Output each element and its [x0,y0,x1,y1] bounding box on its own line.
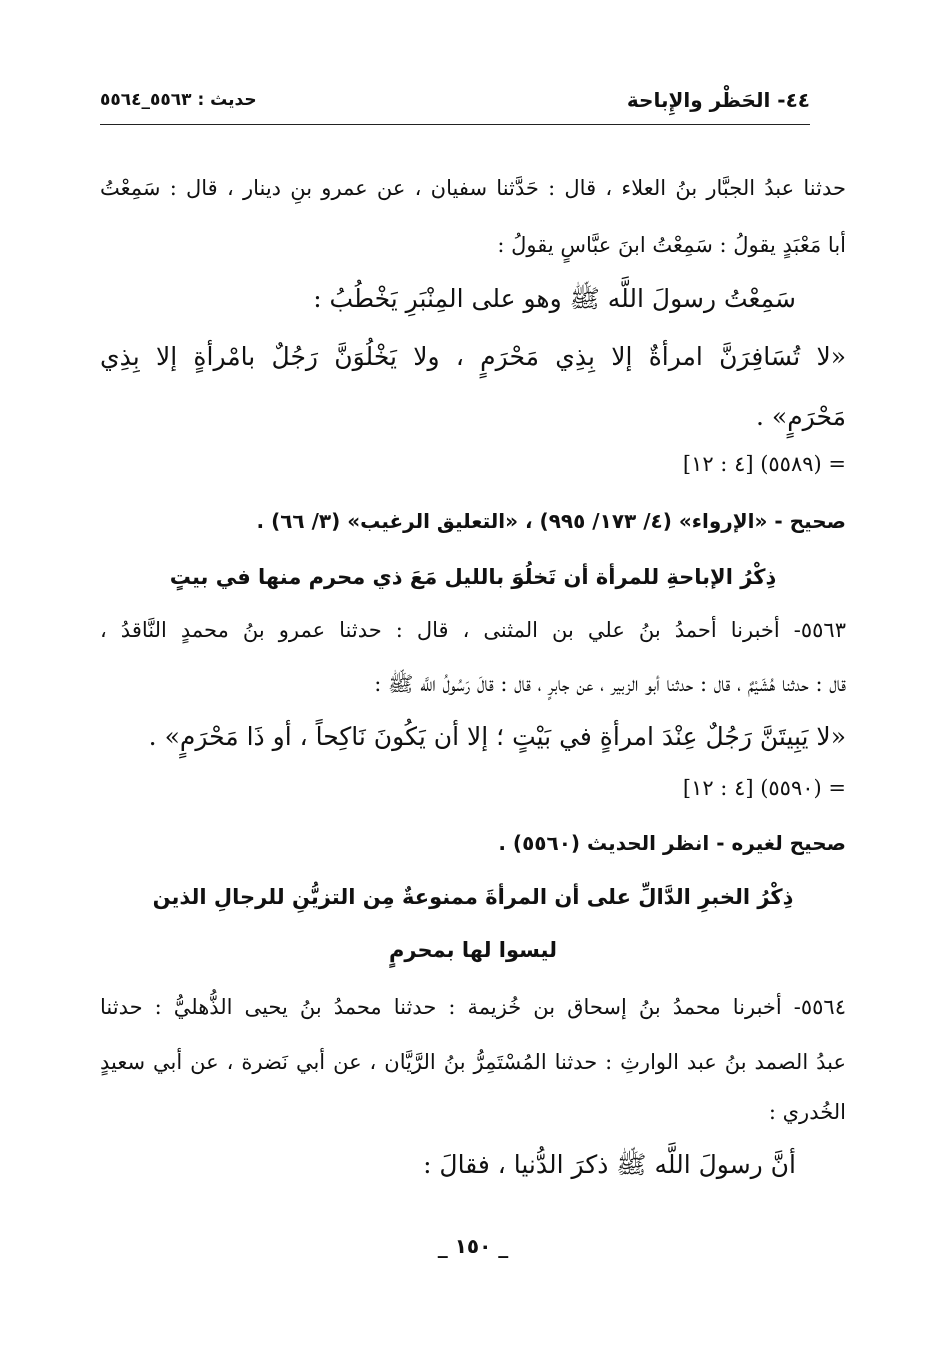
text-line: سَمِعْتُ رسولَ اللَّه ﷺ وهو على المِنْبَرِ يَخْطُبُ : [313,284,796,313]
text-line: أبا مَعْبَدٍ يقولُ : سَمِعْتُ ابنَ عبَّاسٍ يقولُ : [497,233,846,257]
hadith-text-line: مَحْرَمٍ» . [756,402,846,431]
text-line: ٥٥٦٣- أخبرنا أحمدُ بنُ علي بن المثنى ، قال : حدثنا عمرو بنُ محمدٍ النَّاقدُ ، [100,618,846,642]
chapter-heading: ذِكْرُ الخبرِ الدَّالِّ على أن المرأةَ ممنوعةٌ مِن التزيُّنِ للرجالِ الذين [152,885,794,909]
text-line: قال : حدثنا هُشَيْمٌ ، قال : حدثنا أبو الزبير ، عن جابرٍ ، قال : قالَ رَسُولُ اللَّه ﷺ : [374,672,846,696]
hadith-text-line: أنَّ رسولَ اللَّه ﷺ ذكرَ الدُّنيا ، فقالَ : [423,1150,796,1179]
hadith-range: حديث : ٥٥٦٣_٥٥٦٤ [100,90,257,110]
grading-line: صحيح - «الإرواء» (٤/ ١٧٣/ ٩٩٥) ، «التعليق الرغيب» (٣/ ٦٦) . [256,509,846,533]
cross-reference: = (٥٥٨٩) [٤ : ١٢] [682,452,846,476]
cross-reference: = (٥٥٩٠) [٤ : ١٢] [682,776,846,800]
hadith-text-line: «لا تُسَافِرَنَّ امرأةٌ إلا بِذِي مَحْرَمٍ ، ولا يَخْلُوَنَّ رَجُلٌ بامْرأةٍ إلا بِذِي [100,342,846,371]
text-line: حدثنا عبدُ الجبَّار بنُ العلاء ، قال : حَدَّثنا سفيان ، عن عمرو بنِ دينار ، قال : سَمِعْتُ [100,176,846,200]
page-header [100,82,810,125]
page-number: _ ١٥٠ _ [437,1234,509,1258]
text-line: عبدُ الصمد بنُ عبد الوارثِ : حدثنا المُسْتَمِرُّ بنُ الرَّيَّان ، عن أبي نَضرة ، عن أبي سعيدٍ [100,1050,846,1074]
chapter-heading: ذِكْرُ الإباحةِ للمرأة أن تَخلُوَ بالليل مَعَ ذي محرم منها في بيتٍ [169,565,777,589]
chapter-title: ٤٤- الحَظْر والإِباحة [626,88,810,112]
grading-line: صحيح لغيره - انظر الحديث (٥٥٦٠) . [498,831,846,855]
hadith-text-line: «لا يَبِيتَنَّ رَجُلٌ عِنْدَ امرأةٍ في بَيْتٍ ؛ إلا أن يَكُونَ نَاكِحاً ، أو ذَا مَحْرَمٍ» . [148,722,846,751]
chapter-heading: ليسوا لها بمحرمٍ [389,938,557,962]
text-line: الخُدري : [768,1100,846,1124]
text-line: ٥٥٦٤- أخبرنا محمدُ بنُ إسحاق بن خُزيمة : حدثنا محمدُ بنُ يحيى الذُّهليُّ : حدثنا [100,995,846,1019]
